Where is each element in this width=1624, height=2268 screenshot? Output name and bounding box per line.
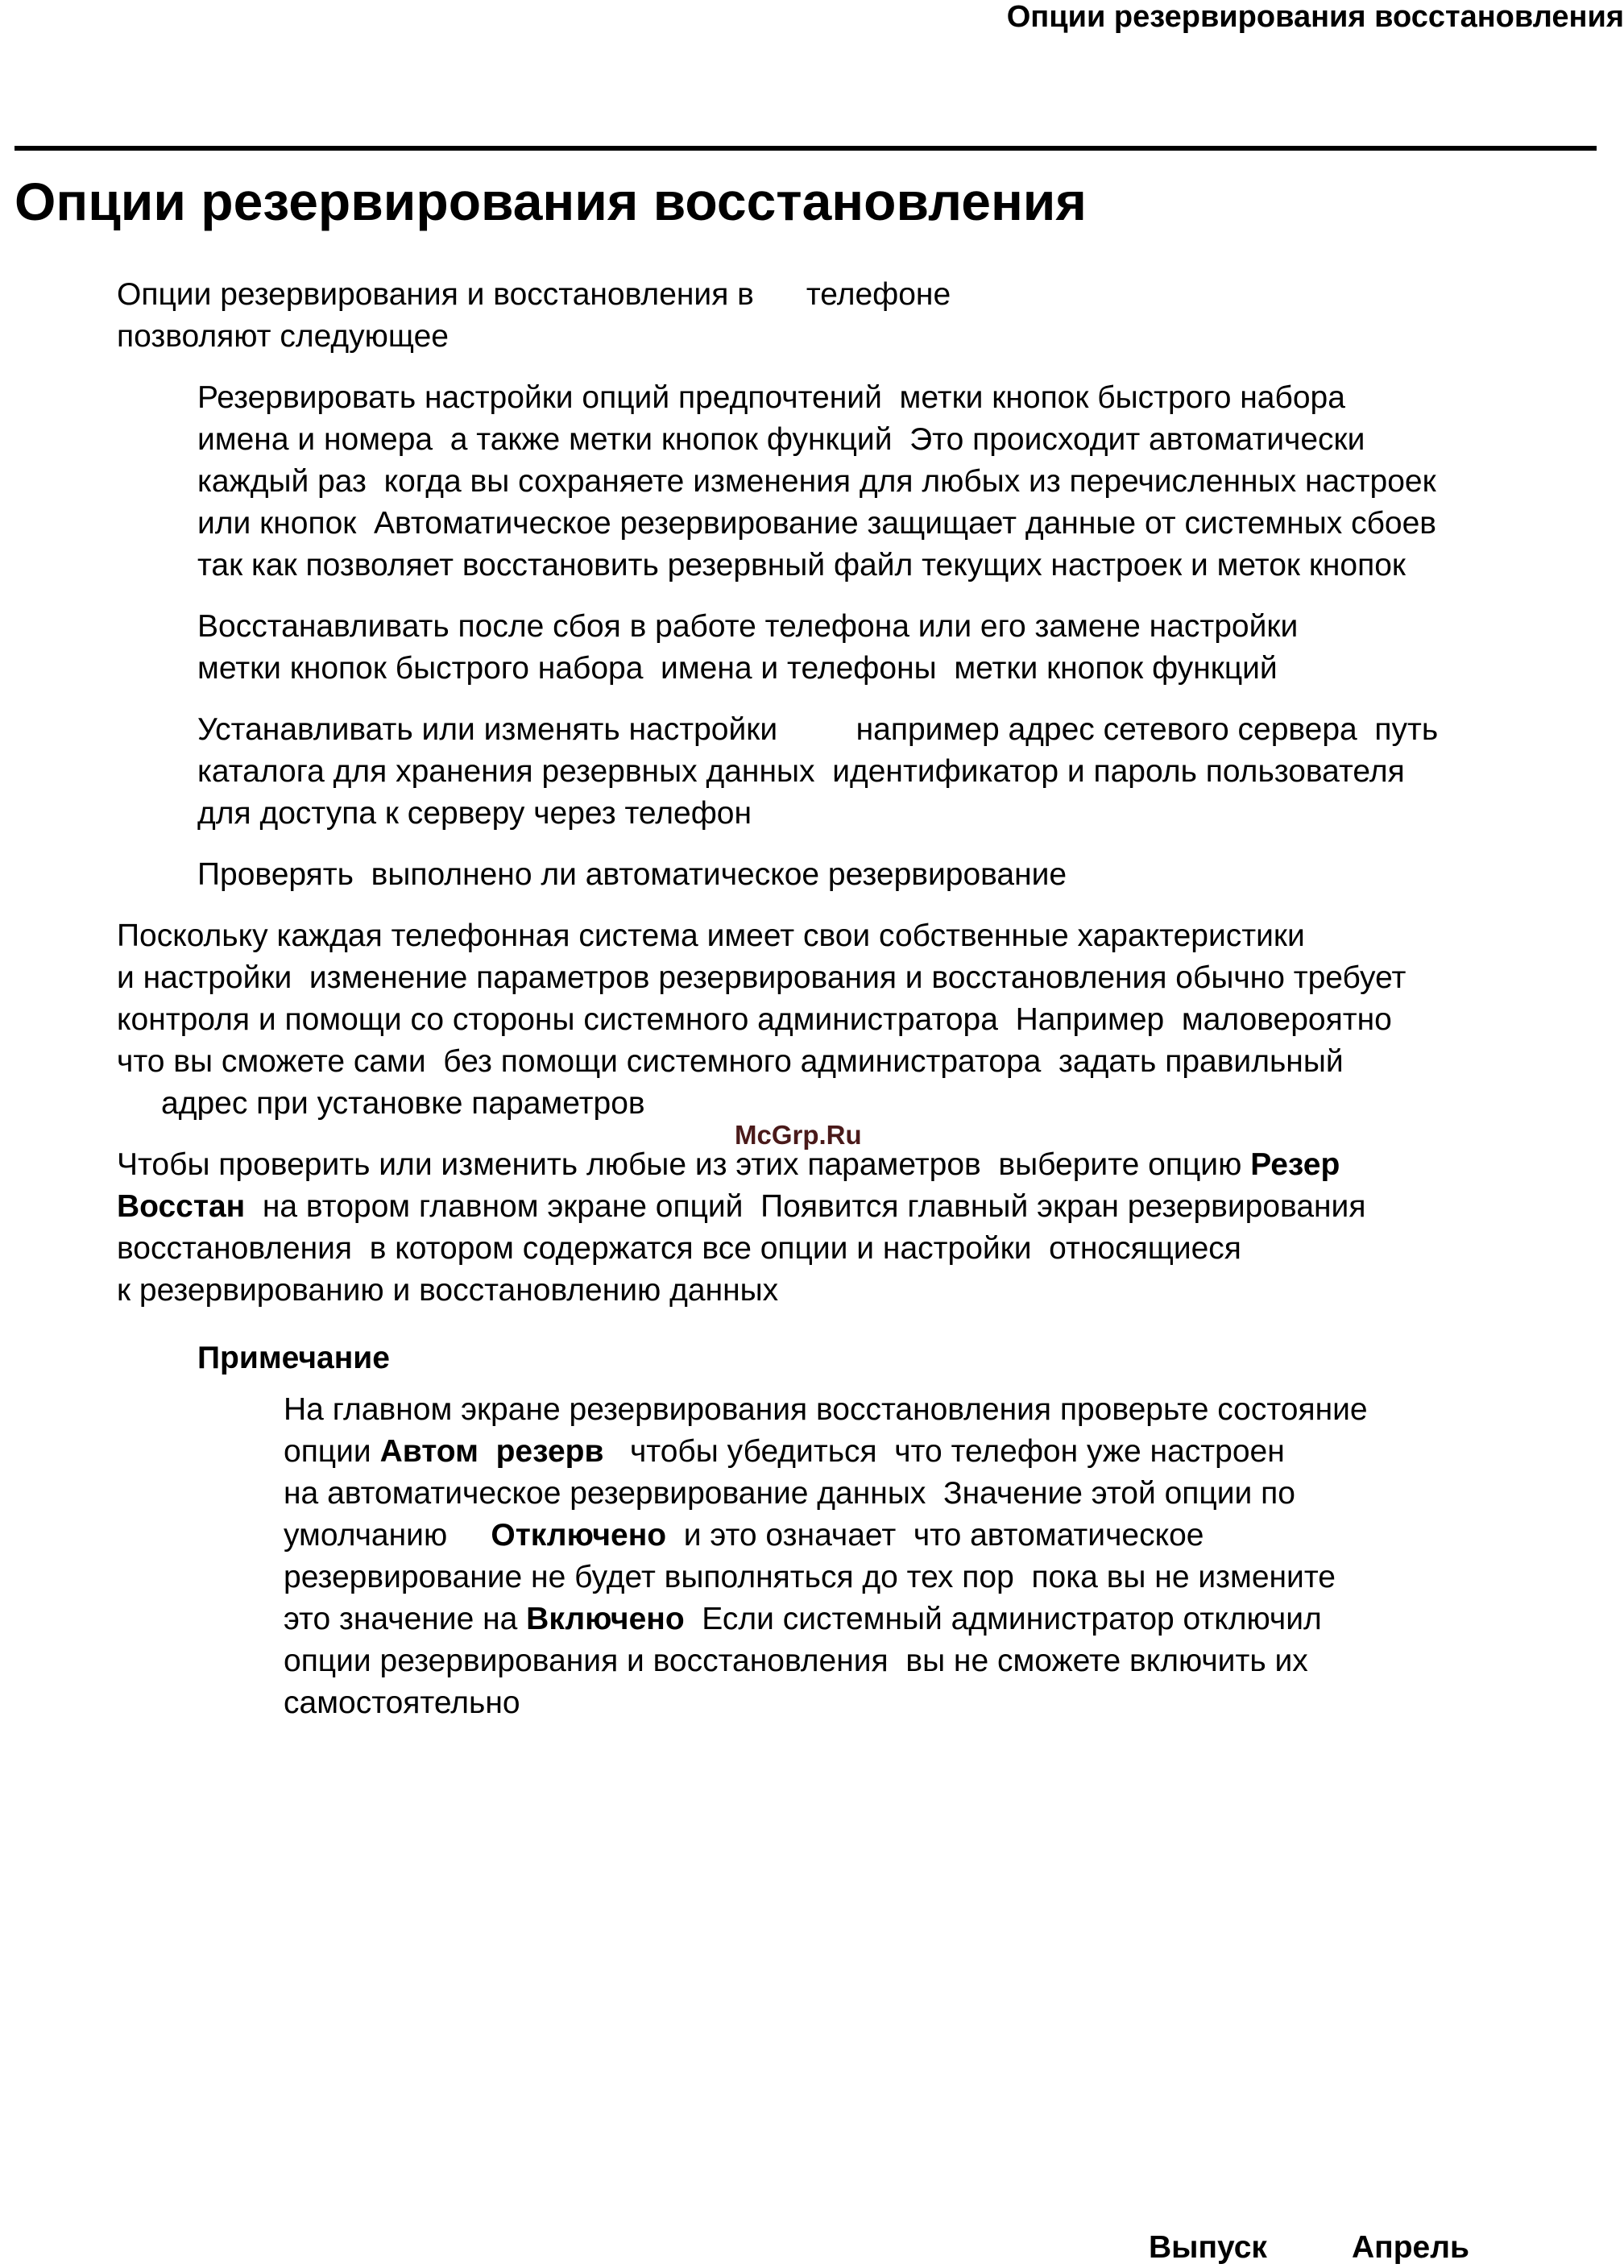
option-auto-backup: Автом резерв — [379, 1434, 604, 1469]
list-item-line: или кнопок Автоматическое резервирование защищает данные от системных сбоев — [197, 506, 1437, 541]
paragraph-line — [117, 1186, 1365, 1228]
value-disabled: Отключено — [491, 1518, 667, 1553]
running-header: Опции резервирования восстановления — [1006, 0, 1624, 34]
list-item-line: для доступа к серверу через телефон — [197, 796, 752, 831]
value-enabled: Включено — [526, 1602, 685, 1636]
note-body — [284, 1389, 1368, 1724]
text-run: чтобы убедиться что телефон уже настроен — [603, 1434, 1285, 1469]
note-line: На главном экране резервирования восстановления проверьте состояние — [284, 1392, 1368, 1427]
paragraph-line: Поскольку каждая телефонная система имеет свои собственные характеристики — [117, 918, 1305, 953]
intro-line: Опции резервирования и восстановления в телефоне — [117, 277, 951, 312]
text-run: Если системный администратор отключил — [684, 1602, 1322, 1636]
paragraph-line: и настройки изменение параметров резервирования и восстановления обычно требует — [117, 960, 1406, 995]
watermark: McGrp.Ru — [735, 1120, 862, 1150]
page-title: Опции резервирования восстановления — [14, 172, 1087, 231]
note-title: Примечание — [197, 1341, 390, 1375]
menu-option-restore: Восстан — [117, 1189, 246, 1224]
intro-line: позволяют следующее — [117, 319, 449, 354]
list-item-verify — [197, 854, 1067, 896]
paragraph-line: восстановления в котором содержатся все опции и настройки относящиеся — [117, 1231, 1241, 1266]
paragraph-line: адрес при установке параметров — [161, 1086, 645, 1121]
instructions-paragraph — [117, 1144, 1365, 1312]
text-run: на втором главном экране опций Появится главный экран резервирования — [245, 1189, 1366, 1224]
menu-option-reserve: Резер — [1250, 1147, 1340, 1182]
note-line: самостоятельно — [284, 1685, 520, 1720]
list-item-line: метки кнопок быстрого набора имена и телефоны метки кнопок функций — [197, 651, 1278, 686]
note-line — [284, 1431, 1368, 1473]
note-line — [284, 1515, 1368, 1557]
list-item-line: Устанавливать или изменять настройки например адрес сетевого сервера путь — [197, 712, 1439, 747]
text-run: умолчанию — [284, 1518, 491, 1553]
note-line — [284, 1598, 1368, 1640]
paragraph-line: что вы сможете сами без помощи системного администратора задать правильный — [117, 1044, 1344, 1079]
list-item-line: Восстанавливать после сбоя в работе телефона или его замене настройки — [197, 609, 1299, 644]
note-line: на автоматическое резервирование данных Значение этой опции по — [284, 1476, 1295, 1511]
intro-paragraph — [117, 274, 951, 358]
paragraph-line — [117, 1144, 1365, 1186]
list-item-line: так как позволяет восстановить резервный файл текущих настроек и меток кнопок — [197, 548, 1406, 583]
header-rule — [14, 146, 1597, 151]
footer-month: Апрель — [1352, 2230, 1469, 2265]
note-line: опции резервирования и восстановления вы не сможете включить их — [284, 1644, 1308, 1678]
list-item-line: Проверять выполнено ли автоматическое резервирование — [197, 857, 1067, 892]
paragraph-line: к резервированию и восстановлению данных — [117, 1273, 779, 1308]
list-item-line: Резервировать настройки опций предпочтений метки кнопок быстрого набора — [197, 380, 1345, 415]
text-run: Чтобы проверить или изменить любые из этих параметров выберите опцию — [117, 1147, 1251, 1182]
footer-release-label: Выпуск — [1149, 2230, 1267, 2265]
text-run: опции — [284, 1434, 380, 1469]
list-item-restore — [197, 606, 1298, 690]
list-item-line: каталога для хранения резервных данных идентификатор и пароль пользователя — [197, 754, 1405, 789]
list-item-line: каждый раз когда вы сохраняете изменения для любых из перечисленных настроек — [197, 464, 1436, 499]
list-item-line: имена и номера а также метки кнопок функций Это происходит автоматически — [197, 422, 1365, 457]
paragraph-line: контроля и помощи со стороны системного администратора Например маловероятно — [117, 1002, 1392, 1037]
text-run: и это означает что автоматическое — [666, 1518, 1204, 1553]
list-item-configure — [197, 709, 1438, 835]
list-item-backup — [197, 377, 1436, 587]
text-run: это значение на — [284, 1602, 527, 1636]
admin-paragraph — [117, 915, 1406, 1125]
note-line: резервирование не будет выполняться до тех пор пока вы не измените — [284, 1560, 1336, 1594]
